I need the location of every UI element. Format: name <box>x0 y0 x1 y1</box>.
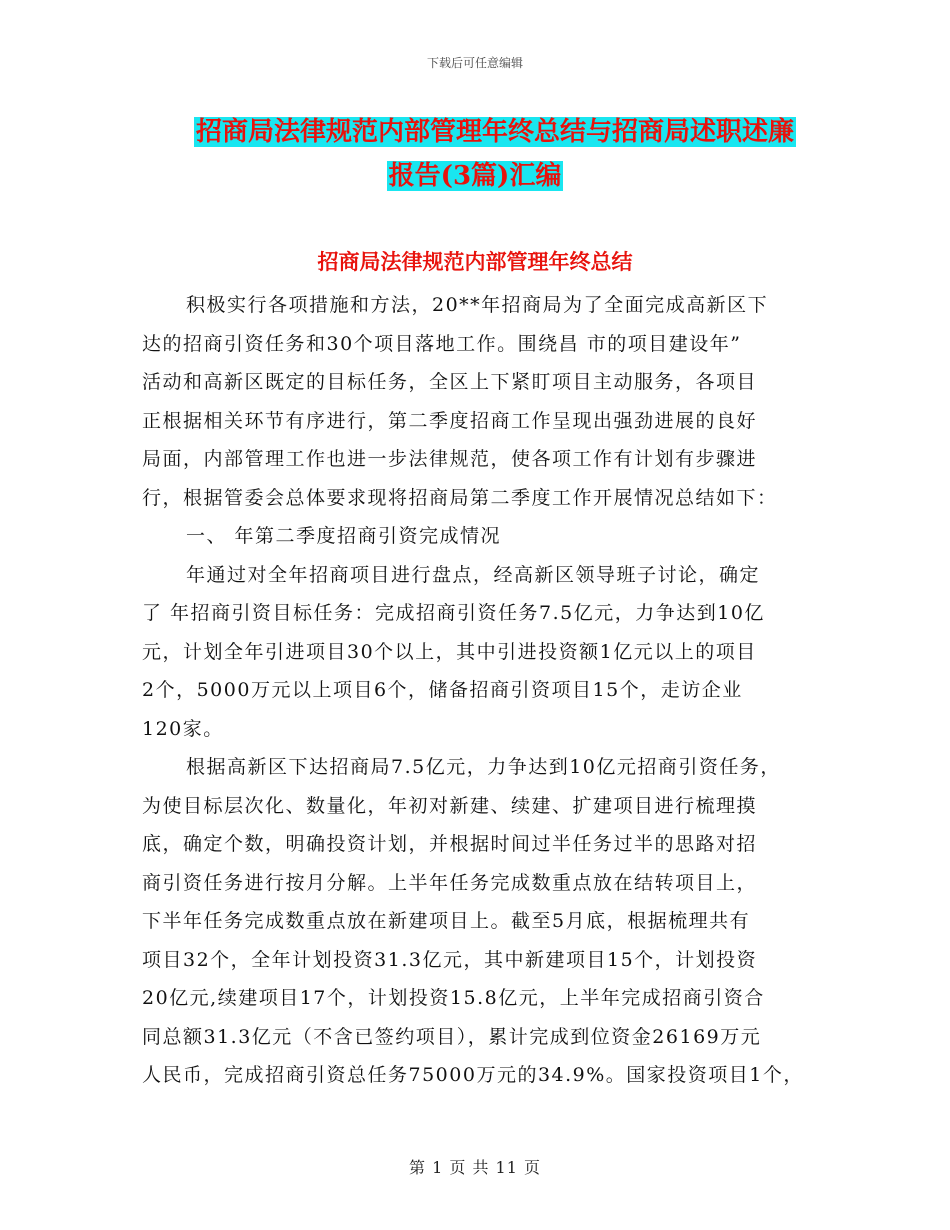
body-line: 一、 年第二季度招商引资完成情况 <box>186 525 502 547</box>
document-title-line-1 <box>20 112 950 152</box>
body-line: 20亿元,续建项目17个，计划投资15.8亿元，上半年完成招商引资合 <box>142 987 765 1009</box>
section-title: 招商局法律规范内部管理年终总结 <box>317 249 633 274</box>
document-title-line-2-text: 报告(3篇)汇编 <box>388 161 562 191</box>
body-line: 120家。 <box>142 717 224 740</box>
page-header-note: 下载后可任意编辑 <box>426 56 523 70</box>
body-line: 正根据相关环节有序进行，第二季度招商工作呈现出强劲进展的良好 <box>142 409 758 432</box>
document-title-line-2 <box>0 156 950 196</box>
body-line: 人民币，完成招商引资总任务75000万元的34.9%。国家投资项目1个， <box>142 1064 804 1086</box>
body-line: 底，确定个数，明确投资计划，并根据时间过半任务过半的思路对招 <box>142 833 758 855</box>
body-line: 同总额31.3亿元（不含已签约项目），累计完成到位资金26169万元 <box>142 1025 762 1048</box>
body-line: 达的招商引资任务和30个项目落地工作。围绕昌 市的项目建设年” <box>142 332 742 355</box>
body-line: 局面，内部管理工作也进一步法律规范，使各项工作有计划有步骤进 <box>142 448 758 470</box>
body-line: 根据高新区下达招商局7.5亿元，力争达到10亿元招商引资任务， <box>186 756 781 778</box>
body-line: 商引资任务进行按月分解。上半年任务完成数重点放在结转项目上， <box>142 871 758 894</box>
body-line: 项目32个，全年计划投资31.3亿元，其中新建项目15个，计划投资 <box>142 948 758 971</box>
body-line: 年通过对全年招商项目进行盘点，经高新区领导班子讨论，确定 <box>186 563 761 586</box>
body-line: 元，计划全年引进项目30个以上，其中引进投资额1亿元以上的项目 <box>142 640 757 663</box>
body-line: 下半年任务完成数重点放在新建项目上。截至5月底，根据梳理共有 <box>142 910 751 932</box>
body-line: 为使目标层次化、数量化，年初对新建、续建、扩建项目进行梳理摸 <box>142 794 758 817</box>
body-line: 2个，5000万元以上项目6个，储备招商引资项目15个，走访企业 <box>142 679 743 701</box>
body-line: 行，根据管委会总体要求现将招商局第二季度工作开展情况总结如下： <box>142 486 778 509</box>
body-line: 积极实行各项措施和方法，20**年招商局为了全面完成高新区下 <box>186 294 769 316</box>
body-line: 了 年招商引资目标任务：完成招商引资任务7.5亿元，力争达到10亿 <box>142 602 765 624</box>
page-footer: 第 1 页 共 11 页 <box>409 1158 541 1177</box>
document-title-line-1-text: 招商局法律规范内部管理年终总结与招商局述职述廉 <box>195 117 794 147</box>
body-line: 活动和高新区既定的目标任务，全区上下紧盯项目主动服务，各项目 <box>142 371 758 393</box>
body-text <box>142 286 822 1095</box>
